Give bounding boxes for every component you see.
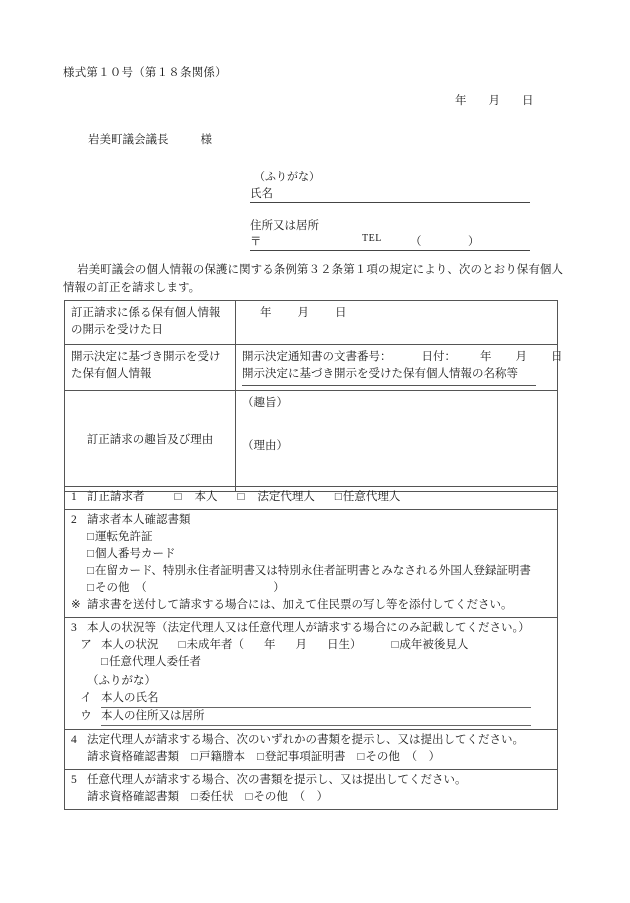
option-adult-ward: 成年被後見人	[399, 639, 469, 652]
applicant-verification-table	[64, 486, 558, 810]
table-row	[65, 770, 558, 810]
minor-day: 日生）	[326, 639, 362, 652]
checkbox-icon[interactable]: □	[101, 656, 108, 669]
addressee	[88, 131, 212, 147]
checkbox-icon[interactable]: □	[245, 791, 253, 804]
section-2-heading	[71, 512, 551, 529]
section-3-label: 本人の状況等（法定代理人又は任意代理人が請求する場合にのみ記載してください。）	[87, 622, 530, 635]
checkbox-icon[interactable]: □	[178, 639, 186, 652]
furigana-label: （ふりがな）	[254, 171, 320, 183]
section-1-label: 訂正請求者	[87, 491, 145, 503]
table-row	[65, 510, 558, 618]
row-value-reason[interactable]	[236, 391, 558, 492]
note-text: 請求書を送付して請求する場合には、加えて住民票の写し等を添付してください。	[87, 599, 513, 612]
intro-text: 岩美町議会の個人情報の保護に関する条例第３２条第１項の規定により、次のとおり保有個人情報の訂正を請求します。	[63, 264, 563, 294]
section-5-heading	[71, 772, 551, 789]
checkbox-icon[interactable]: □	[87, 548, 94, 561]
option-minor: 未成年者（	[186, 639, 244, 652]
disclosed-info-name-label: 開示決定に基づき開示を受けた保有個人情報の名称等	[242, 367, 518, 380]
option-voluntary-rep: 任意代理人	[342, 491, 401, 503]
disclosure-day: 日	[335, 307, 347, 319]
item-marker-a: ア	[80, 639, 92, 652]
address-field[interactable]	[250, 233, 530, 251]
reason-label: （理由）	[242, 440, 288, 453]
option-label: 個人番号カード	[94, 548, 176, 561]
section-3-heading	[71, 620, 551, 637]
row-label-disclosed-info: 開示決定に基づき開示を受けた保有個人情報	[65, 344, 236, 391]
checkbox-icon[interactable]: □	[357, 751, 365, 764]
section-1-number: 1	[71, 491, 77, 503]
checkbox-icon[interactable]: □	[191, 751, 198, 764]
voluntary-delegator-line[interactable]	[101, 654, 551, 671]
item-a-label: 本人の状況	[101, 639, 159, 652]
option-registry-cert: 登記事項証明書	[264, 751, 346, 764]
date-line	[455, 92, 534, 108]
form-number: 様式第１０号（第１８条関係）	[63, 67, 227, 79]
table-row	[65, 618, 558, 730]
option-other: その他 （ ）	[253, 791, 329, 804]
disclosure-month: 月	[297, 307, 309, 319]
section-2-identity-docs	[65, 510, 558, 618]
option-drivers-license[interactable]	[71, 529, 551, 546]
checkbox-icon[interactable]: □	[237, 491, 245, 503]
option-power-of-attorney: 委任状	[198, 791, 234, 804]
checkbox-icon[interactable]: □	[391, 639, 399, 652]
principal-address-field[interactable]: 本人の住所又は居所	[101, 708, 531, 726]
date-month: 月	[488, 95, 500, 107]
principal-furigana-label: （ふりがな）	[87, 675, 156, 688]
intro-paragraph	[63, 262, 563, 298]
table-row	[65, 301, 558, 345]
section-5-doc-label: 請求資格確認書類	[87, 791, 179, 804]
section-4-doc-label: 請求資格確認書類	[87, 751, 179, 764]
date-day: 日	[522, 95, 534, 107]
tel-paren-close: ）	[468, 236, 480, 248]
section-3-item-i	[71, 690, 551, 708]
tel-paren-open: （	[410, 236, 422, 248]
checkbox-icon[interactable]: □	[334, 491, 342, 503]
checkbox-icon[interactable]: □	[256, 751, 264, 764]
option-other-doc[interactable]	[71, 580, 551, 597]
section-3-principal-status	[65, 618, 558, 730]
decision-month: 月	[515, 350, 527, 363]
option-self: 本人	[194, 491, 218, 503]
date-year: 年	[455, 95, 467, 107]
note-marker: ※	[71, 599, 81, 612]
checkbox-icon[interactable]: □	[87, 582, 94, 595]
tel-label: TEL	[362, 233, 382, 244]
status-options-line	[101, 637, 551, 654]
section-4-legal-rep-docs	[65, 730, 558, 770]
section-3-item-u	[71, 708, 551, 726]
section-2-label: 請求者本人確認書類	[87, 514, 191, 527]
checkbox-icon[interactable]: □	[87, 531, 94, 544]
section-5-number: 5	[71, 774, 77, 787]
address-label: 住所又は居所	[250, 220, 319, 232]
purpose-label: （趣旨）	[242, 397, 288, 409]
name-field[interactable]: 氏名	[250, 185, 530, 203]
section-4-label: 法定代理人が請求する場合、次のいずれかの書類を提示し、又は提出してください。	[87, 734, 524, 747]
option-label: その他 （ ）	[94, 582, 285, 595]
section-5-voluntary-rep-docs	[65, 770, 558, 810]
checkbox-icon[interactable]: □	[87, 565, 94, 578]
option-voluntary-delegator: 任意代理人委任者	[108, 656, 201, 669]
decision-notice-line	[242, 349, 563, 366]
section-5-options	[71, 789, 551, 806]
option-other: その他 （ ）	[365, 751, 441, 764]
decision-day: 日	[551, 350, 563, 363]
checkbox-icon[interactable]: □	[191, 791, 198, 804]
table-row	[65, 730, 558, 770]
disclosure-year: 年	[260, 307, 272, 319]
item-marker-i: イ	[80, 692, 92, 705]
table-row	[65, 344, 558, 391]
postal-symbol: 〒	[250, 236, 262, 248]
section-1-requester	[65, 487, 558, 510]
option-my-number-card[interactable]	[71, 546, 551, 563]
addressee-name: 岩美町議会議長	[88, 134, 169, 146]
option-legal-rep: 法定代理人	[257, 491, 315, 503]
applicant-block	[250, 168, 530, 251]
decision-year: 年	[480, 350, 492, 363]
item-marker-u: ウ	[80, 710, 92, 723]
row-label-reason: 訂正請求の趣旨及び理由	[65, 391, 236, 492]
decision-date-label: 日付：	[421, 350, 456, 363]
section-2-number: 2	[71, 514, 77, 527]
row-value-disclosure-date[interactable]	[236, 301, 558, 345]
checkbox-icon[interactable]: □	[174, 491, 182, 503]
addressee-honorific: 様	[200, 134, 212, 146]
section-4-heading	[71, 732, 551, 749]
row-label-disclosure-date: 訂正請求に係る保有個人情報の開示を受けた日	[65, 301, 236, 345]
section-2-note	[71, 597, 551, 614]
section-5-label: 任意代理人が請求する場合、次の書類を提示し、又は提出してください。	[87, 774, 467, 787]
section-3-number: 3	[71, 622, 77, 635]
option-residence-card[interactable]	[71, 563, 551, 580]
minor-year: 年	[263, 639, 276, 652]
option-family-register: 戸籍謄本	[198, 751, 245, 764]
option-label: 在留カード、特別永住者証明書又は特別永住者証明書とみなされる外国人登録証明書	[94, 565, 531, 578]
row-value-disclosed-info[interactable]	[236, 344, 563, 391]
decision-doc-no-label: 開示決定通知書の文書番号：	[242, 350, 392, 363]
table-row	[65, 487, 558, 510]
disclosure-info-table	[64, 300, 563, 492]
option-label: 運転免許証	[94, 531, 153, 544]
table-row	[65, 391, 558, 492]
section-4-options	[71, 749, 551, 766]
section-4-number: 4	[71, 734, 77, 747]
principal-name-field[interactable]: 本人の氏名	[101, 690, 531, 708]
section-3-item-a	[71, 637, 551, 671]
minor-month: 月	[295, 639, 307, 652]
disclosed-info-input-line[interactable]	[242, 385, 536, 386]
